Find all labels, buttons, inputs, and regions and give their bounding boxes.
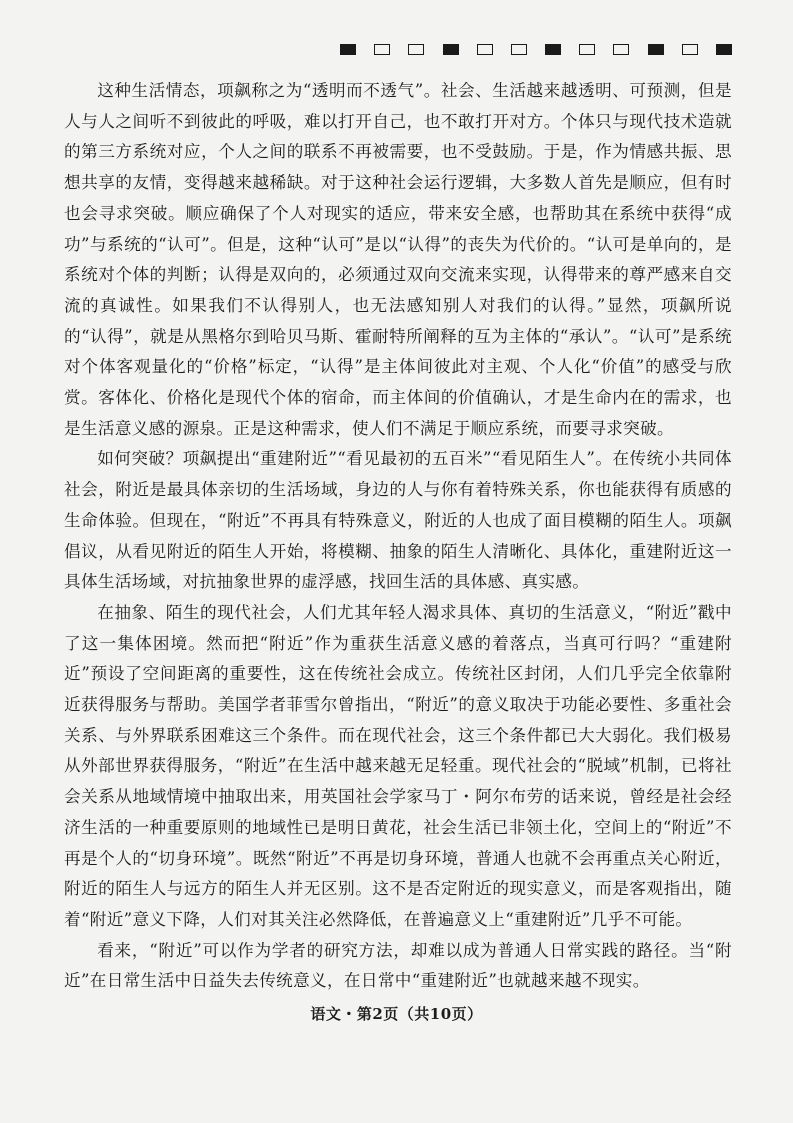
filled-square-mark [545, 44, 561, 55]
hollow-square-mark [613, 44, 629, 55]
hollow-square-mark [374, 44, 390, 55]
paragraph: 在抽象、陌生的现代社会，人们尤其年轻人渴求具体、真切的生活意义，“附近”戳中了这一集体困境。然而把“附近”作为重获生活意义感的着落点，当真可行吗？“重建附近”预设了空间距离的重要性，这在传统社会成立。传统社区封闭，人们几乎完全依靠附近获得服务与帮助。美国学者菲雪尔曾指出，“附近”的意义取决于功能必要性、多重社会关系、与外界联系困难这三个条件。而在现代社会，这三个条件都已大大弱化。我们极易从外部世界获得服务，“附近”在生活中越来越无足轻重。现代社会的“脱域”机制，已将社会关系从地域情境中抽取出来，用英国社会学家马丁・阿尔布劳的话来说，曾经是社会经济生活的一种重要原则的地域性已是明日黄花，社会生活已非领土化，空间上的“附近”不再是个人的“切身环境”。既然“附近”不再是切身环境，普通人也就不会再重点关心附近，附近的陌生人与远方的陌生人并无区别。这不是否定附近的现实意义，而是客观指出，随着“附近”意义下降，人们对其关注必然降低，在普遍意义上“重建附近”几乎不可能。 [64, 602, 732, 929]
header-marks [340, 42, 732, 56]
paragraph: 看来，“附近”可以作为学者的研究方法，却难以成为普通人日常实践的路径。当“附近”在日常生活中日益失去传统意义，在日常中“重建附近”也就越来越不现实。 [64, 940, 732, 991]
paragraph: 如何突破？项飙提出“重建附近”“看见最初的五百米”“看见陌生人”。在传统小共同体社会，附近是最具体亲切的生活场域，身边的人与你有着特殊关系，你也能获得有质感的生命体验。但现在，“附近”不再具有特殊意义，附近的人也成了面目模糊的陌生人。项飙倡议，从看见附近的陌生人开始，将模糊、抽象的陌生人清晰化、具体化，重建附近这一具体生活场域，对抗抽象世界的虚浮感，找回生活的具体感、真实感。 [64, 449, 732, 592]
hollow-square-mark [579, 44, 595, 55]
hollow-square-mark [477, 44, 493, 55]
hollow-square-mark [408, 44, 424, 55]
filled-square-mark [648, 44, 664, 55]
hollow-square-mark [511, 44, 527, 55]
page-footer: 语文・第2页（共10页） [310, 1005, 483, 1023]
hollow-square-mark [682, 44, 698, 55]
filled-square-mark [443, 44, 459, 55]
filled-square-mark [716, 44, 732, 55]
filled-square-mark [340, 44, 356, 55]
paragraph: 这种生活情态，项飙称之为“透明而不透气”。社会、生活越来越透明、可预测，但是人与人之间听不到彼此的呼吸，难以打开自己，也不敢打开对方。个体只与现代技术造就的第三方系统对应，个人之间的联系不再被需要，也不受鼓励。于是，作为情感共振、思想共享的友情，变得越来越稀缺。对于这种社会运行逻辑，大多数人首先是顺应，但有时也会寻求突破。顺应确保了个人对现实的适应，带来安全感，也帮助其在系统中获得“成功”与系统的“认可”。但是，这种“认可”是以“认得”的丧失为代价的。“认可是单向的，是系统对个体的判断；认得是双向的，必须通过双向交流来实现，认得带来的尊严感来自交流的真诚性。如果我们不认得别人，也无法感知别人对我们的认得。”显然，项飙所说的“认得”，就是从黑格尔到哈贝马斯、霍耐特所阐释的互为主体的“承认”。“认可”是系统对个体客观量化的“价格”标定，“认得”是主体间彼此对主观、个人化“价值”的感受与欣赏。客体化、价格化是现代个体的宿命，而主体间的价值确认，才是生命内在的需求，也是生活意义感的源泉。正是这种需求，使人们不满足于顺应系统，而要寻求突破。 [64, 81, 732, 438]
article-body [64, 76, 732, 997]
